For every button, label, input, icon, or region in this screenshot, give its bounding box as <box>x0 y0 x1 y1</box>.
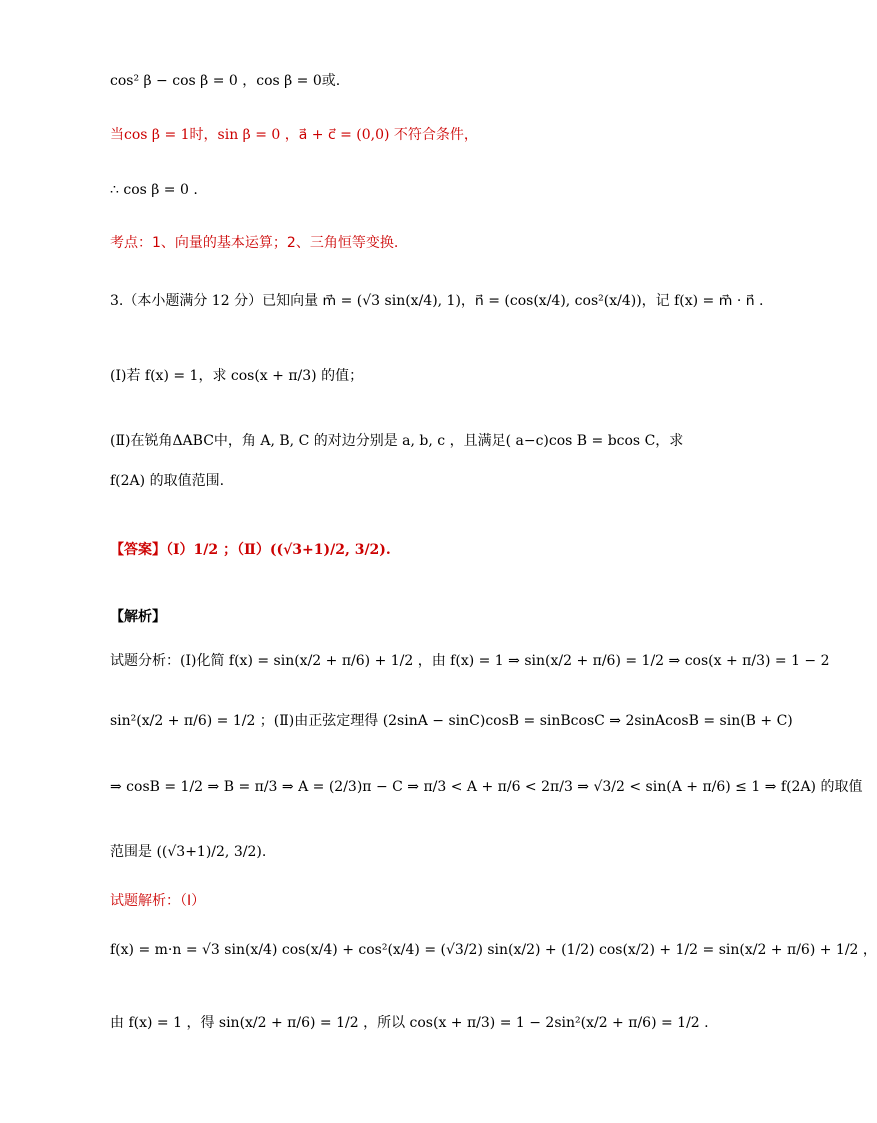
line-part-1-question: (Ⅰ)若 f(x) = 1，求 cos(x + π/3) 的值； <box>110 368 364 384</box>
line-cos-beta-equation: cos² β − cos β = 0 ，cos β = 0或. <box>110 73 341 89</box>
line-solution-result: 由 f(x) = 1 ，得 sin(x/2 + π/6) = 1/2 ，所以 cos(x + π/3) = 1 − 2sin²(x/2 + π/6) = 1/2 . <box>110 1015 709 1031</box>
line-part-2-question-cont: f(2A) 的取值范围. <box>110 473 225 489</box>
line-problem-3: 3.（本小题满分 12 分）已知向量 m⃗ = (√3 sin(x/4), 1)，n⃗ = (cos(x/4), cos²(x/4))，记 f(x) = m⃗ · n⃗ . <box>110 293 764 309</box>
line-analysis-2: sin²(x/2 + π/6) = 1/2 ；(Ⅱ)由正弦定理得 (2sinA − sinC)cosB = sinBcosC ⇒ 2sinAcosB = sin(B + C) <box>110 713 793 729</box>
line-analysis-3: ⇒ cosB = 1/2 ⇒ B = π/3 ⇒ A = (2/3)π − C ⇒ π/3 < A + π/6 < 2π/3 ⇒ √3/2 < sin(A + π/6) ≤ 1 ⇒ f(2A) 的取值 <box>110 779 863 795</box>
line-solution-fx: f(x) = m·n = √3 sin(x/4) cos(x/4) + cos²(x/4) = (√3/2) sin(x/2) + (1/2) cos(x/2) + 1/2 = sin(x/2 + π/6) + 1/2 ， <box>110 942 877 958</box>
line-solution-heading: 试题解析：（Ⅰ） <box>110 893 206 909</box>
line-cos-beta-one-case: 当cos β = 1时，sin β = 0 ，a⃗ + c⃗ = (0,0) 不符合条件， <box>110 127 478 143</box>
line-answer: 【答案】（Ⅰ）1/2 ；（Ⅱ）((√3+1)/2, 3/2). <box>110 542 391 558</box>
line-analysis-1: 试题分析：(Ⅰ)化简 f(x) = sin(x/2 + π/6) + 1/2 ，由 f(x) = 1 ⇒ sin(x/2 + π/6) = 1/2 ⇒ cos(x + π/3) = 1 − 2 <box>110 653 830 669</box>
line-analysis-4: 范围是 ((√3+1)/2, 3/2). <box>110 844 267 860</box>
line-part-2-question: (Ⅱ)在锐角ΔABC中，角 A, B, C 的对边分别是 a, b, c ，且满足( a−c)cos B = bcos C，求 <box>110 433 684 449</box>
line-therefore-cos-beta-zero: ∴ cos β = 0 . <box>110 182 198 198</box>
line-jiexi-heading: 【解析】 <box>110 609 166 625</box>
line-kaodian: 考点：1、向量的基本运算；2、三角恒等变换. <box>110 235 399 251</box>
